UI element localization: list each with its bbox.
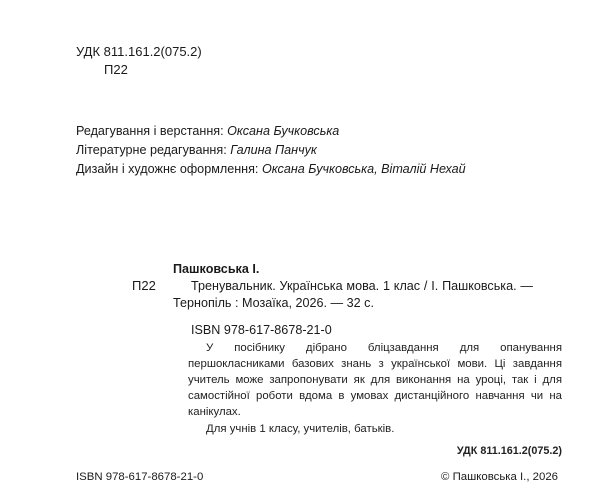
footer-isbn: ISBN 978-617-8678-21-0 bbox=[76, 471, 204, 483]
credit-label: Дизайн і художнє оформлення: bbox=[76, 162, 262, 176]
credit-name: Галина Панчук bbox=[230, 143, 317, 157]
credit-editing bbox=[76, 122, 466, 141]
credit-name: Оксана Бучковська bbox=[227, 124, 340, 138]
bibliographic-record bbox=[173, 261, 533, 339]
udk-classification: УДК 811.161.2(075.2) bbox=[76, 44, 202, 59]
annotation-summary: У посібнику дібрано бліцзавдання для опанування першокласниками базових знань з української мови. Ці завдання учитель може запропонувати як для виконання на уроці, так і для самостійної роботи вдома в умовах дистанційного навчання чи на канікулах. bbox=[188, 342, 562, 418]
footer-copyright: © Пашковська І., 2026 bbox=[441, 471, 558, 483]
credit-name: Оксана Бучковська, Віталій Нехай bbox=[261, 162, 466, 176]
credit-design bbox=[76, 160, 466, 179]
bibliography-description: Тренувальник. Українська мова. 1 клас / І. Пашковська. — Тернопіль : Мозаїка, 2026. — 32 с. bbox=[173, 279, 533, 310]
credit-literary-editing bbox=[76, 141, 466, 160]
credit-label: Літературне редагування: bbox=[76, 143, 231, 157]
author-code: П22 bbox=[104, 62, 128, 77]
bibliography-author: Пашковська І. bbox=[173, 262, 260, 276]
credits-block bbox=[76, 122, 466, 179]
annotation-udk: УДК 811.161.2(075.2) bbox=[456, 445, 562, 457]
annotation-audience: Для учнів 1 класу, учителів, батьків. bbox=[206, 423, 395, 435]
annotation-block bbox=[188, 340, 562, 459]
bibliography-isbn: ISBN 978-617-8678-21-0 bbox=[191, 323, 332, 337]
credit-label: Редагування і верстання: bbox=[76, 124, 228, 138]
bibliography-author-code: П22 bbox=[132, 278, 156, 293]
